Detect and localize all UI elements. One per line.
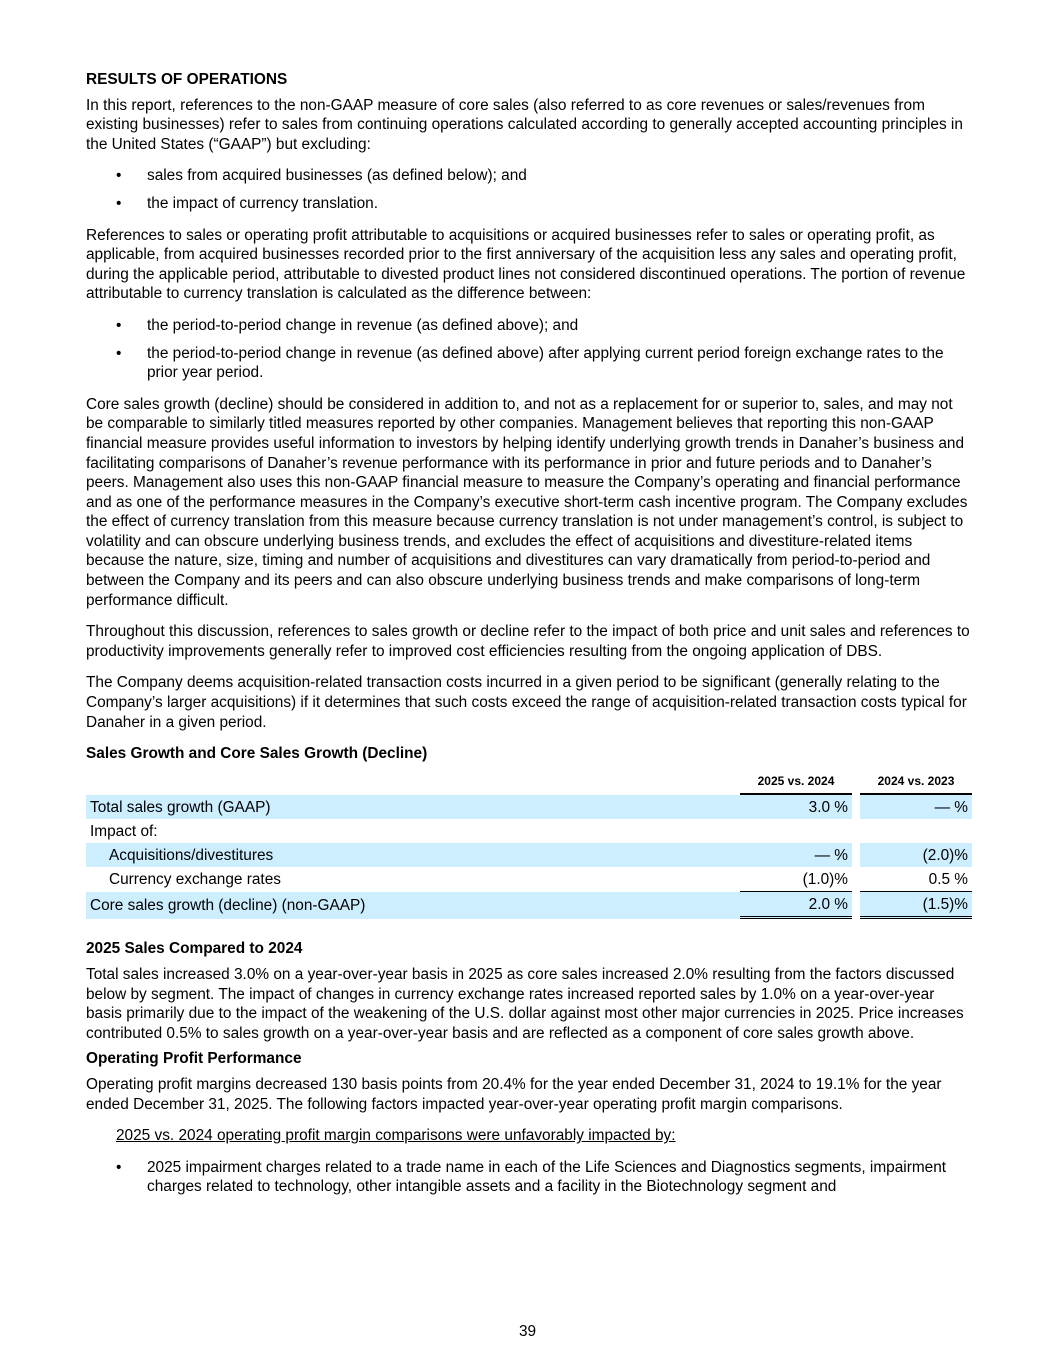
paragraph: Throughout this discussion, references to sales growth or decline refer to the impact of both price and unit sales and references to productivity improvements generally refer to improved cost efficiencies resulting from the ongoing application of DBS. [86,623,970,660]
table-row [86,892,972,919]
sales-growth-table [86,770,972,920]
column-header: 2024 vs. 2023 [860,770,972,796]
document-page [86,70,972,1209]
cell-value: 2.0 % [740,892,852,919]
paragraph: Operating profit margins decreased 130 basis points from 20.4% for the year ended December 31, 2024 to 19.1% for the year ended December 31, 2025. The following factors impacted year-over-year operating profit margin comparisons. [86,1075,942,1113]
row-label: Impact of: [90,822,158,840]
heading-results-of-operations: RESULTS OF OPERATIONS [86,71,288,88]
table-row [86,843,972,867]
cell-value: 3.0 % [740,795,852,819]
list-item: • the impact of currency translation. [86,194,972,214]
page-number: 39 [518,1323,537,1340]
row-label: Acquisitions/divestitures [86,843,740,867]
underlined-subheading: 2025 vs. 2024 operating profit margin comparisons were unfavorably impacted by: [116,1127,676,1145]
cell-value: (2.0)% [860,843,972,867]
row-label: Core sales growth (decline) (non-GAAP) [86,892,740,919]
cell-value: 0.5 % [860,867,972,892]
table-row [86,795,972,819]
list-item: • the period-to-period change in revenue (as defined above); and [86,316,972,336]
list-item: • 2025 impairment charges related to a trade name in each of the Life Sciences and Diagnostics segments, impairment charges related to technology, other intangible assets and a facility in the Biotechnology segment and [86,1158,972,1197]
bullet-list [86,1158,972,1197]
heading-sales-growth: Sales Growth and Core Sales Growth (Decline) [86,745,428,763]
bullet-list [86,316,972,383]
bullet-list [86,166,972,213]
paragraph: The Company deems acquisition-related transaction costs incurred in a given period to be significant (generally relating to the Company’s larger acquisitions) if it determines that such costs exceed the range of acquisition-related transaction costs typical for Danaher in a given period. [86,674,967,731]
cell-value: — % [860,795,972,819]
table-row [86,867,972,892]
heading-operating-profit: Operating Profit Performance [86,1050,302,1068]
cell-value: — % [740,843,852,867]
heading-2025-sales: 2025 Sales Compared to 2024 [86,940,303,958]
list-item: • sales from acquired businesses (as defined below); and [86,166,972,186]
paragraph: References to sales or operating profit attributable to acquisitions or acquired businesses refer to sales or operating profit, as applicable, from acquired businesses recorded prior to the first anniversary of the acquisition less any sales and operating profit, during the applicable period, attributable to divested product lines not considered discontinued operations. The portion of revenue attributable to currency translation is calculated as the difference between: [86,226,966,303]
row-label: Currency exchange rates [109,871,281,889]
list-item: • the period-to-period change in revenue (as defined above) after applying current period foreign exchange rates to the prior year period. [86,344,972,383]
cell-value: (1.0)% [740,867,852,892]
paragraph: Total sales increased 3.0% on a year-over-year basis in 2025 as core sales increased 2.0% resulting from the factors discussed below by segment. The impact of changes in currency exchange rates increased reported sales by 1.0% on a year-over-year basis primarily due to the impact of the weakening of the U.S. dollar against most other major currencies in 2025. Price increases contributed 0.5% to sales growth on a year-over-year basis and are reflected as a component of core sales growth above. [86,966,964,1042]
row-label: Total sales growth (GAAP) [86,795,740,819]
table-row [86,819,972,843]
paragraph: In this report, references to the non-GAAP measure of core sales (also referred to as core revenues or sales/revenues from existing businesses) refer to sales from continuing operations calculated according to generally accepted accounting principles in the United States (“GAAP”) but excluding: [86,96,963,153]
cell-value: (1.5)% [860,892,972,919]
paragraph: Core sales growth (decline) should be considered in addition to, and not as a replacement for or superior to, sales, and may not be comparable to similarly titled measures reported by other companies. Management believes that reporting this non-GAAP financial measure provides useful information to investors by helping identify underlying growth trends in Danaher’s business and facilitating comparisons of Danaher’s revenue performance with its performance in prior and future periods and to Danaher’s peers. Management also uses this non-GAAP financial measure to measure the Company’s operating and financial performance and as one of the performance measures in the Company’s executive short-term cash incentive program. The Company excludes the effect of currency translation from this measure because currency translation is not under management’s control, is subject to volatility and can obscure underlying business trends, and excludes the effect of acquisitions and divestiture-related items because the nature, size, timing and number of acquisitions and divestitures can vary dramatically from period-to-period and between the Company and its peers and can also obscure underlying business trends and make comparisons of long-term performance difficult. [86,395,968,609]
column-header: 2025 vs. 2024 [740,770,852,796]
